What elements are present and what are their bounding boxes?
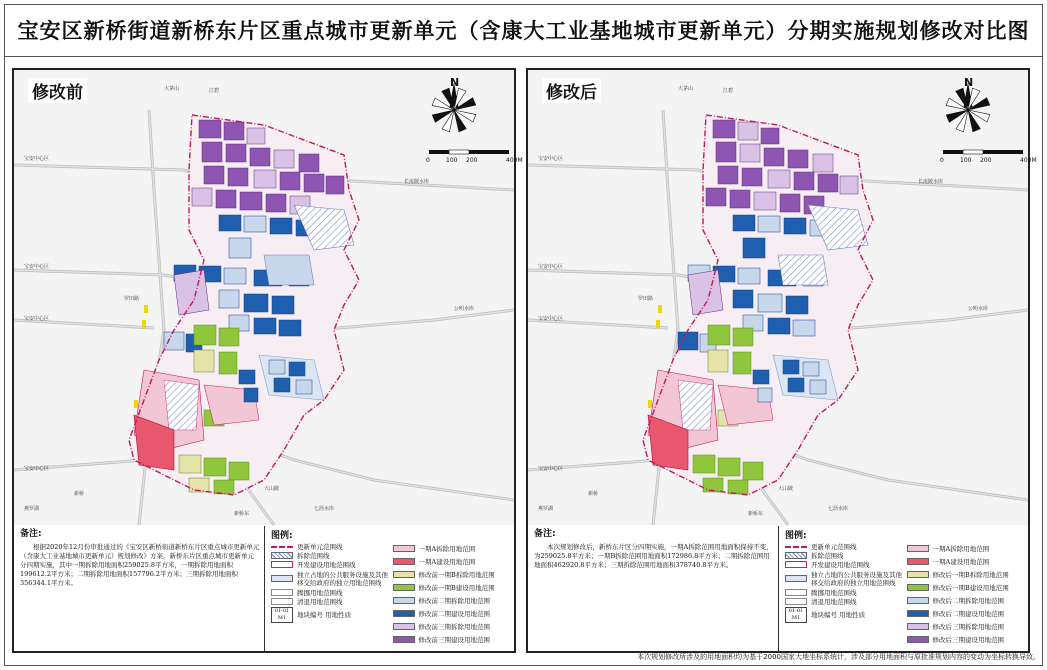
place-name: 宝安中心区 (24, 316, 50, 322)
legend-item (393, 568, 515, 581)
phase1b-parcel (703, 478, 723, 492)
map-after-drawing (528, 70, 1037, 525)
scale-seg (469, 150, 509, 154)
phase1b-parcel (708, 350, 728, 372)
phase1b-parcel (214, 480, 234, 494)
phase3-parcel (280, 172, 300, 190)
phase2-parcel (296, 380, 312, 394)
panel-after (526, 68, 1037, 653)
place-name: 宝安中心区 (24, 156, 50, 162)
phase1b-parcel (733, 328, 753, 346)
place-name: 宝安中心区 (538, 264, 564, 270)
legend-item (393, 581, 515, 594)
place-name: 宝安中心区 (24, 466, 50, 472)
notes-before-title: 备注: (20, 529, 42, 539)
legend-swatch (907, 597, 929, 604)
legend-swatch (271, 575, 293, 582)
legend-item (785, 542, 907, 551)
phase3-parcel (192, 188, 212, 206)
legend-label: 修改前一期B拆除用地范围 (418, 571, 495, 579)
place-name: 新桥东 (748, 511, 764, 517)
phase2-parcel (758, 294, 782, 312)
legend-label: 更新单元范围线 (811, 543, 857, 552)
legend-label: 一期A建设用地范围 (418, 558, 476, 566)
phase2-parcel (164, 332, 184, 350)
phase3-parcel (716, 142, 736, 162)
legend-after-title: 图例: (785, 531, 807, 541)
place-name: 公明水库 (454, 306, 475, 312)
north-label: N (964, 76, 974, 89)
scale-tick-label: 400M (506, 157, 523, 164)
road-marker (142, 320, 146, 328)
legend-item (785, 560, 907, 569)
demolition-hatch (264, 255, 314, 285)
map-before-drawing (14, 70, 523, 525)
legend-item (271, 560, 393, 569)
phase1b-parcel (194, 350, 214, 372)
phase2-parcel (272, 296, 294, 314)
phase2-parcel (678, 332, 698, 350)
phase1b-parcel (189, 478, 209, 492)
phase2-parcel (274, 378, 290, 392)
legend-item (393, 633, 515, 646)
legend-label: 地块编号 用地性质 (297, 611, 352, 620)
legend-after-fills (907, 542, 1029, 646)
legend-code-top: 01-01 (274, 607, 290, 614)
legend-before-lines (271, 542, 393, 646)
phase2-parcel (738, 268, 760, 284)
phase2-parcel (753, 370, 769, 384)
phase1b-parcel (743, 462, 763, 480)
legend-swatch (785, 561, 807, 568)
phase2-parcel (239, 370, 255, 384)
place-name: 新桥 (588, 491, 599, 497)
legend-label: 腾挪用地范围线 (811, 588, 857, 597)
legend-swatch (907, 558, 929, 565)
road-marker (656, 320, 660, 328)
phase1a-hatch (678, 380, 713, 430)
phase1b-parcel (219, 328, 239, 346)
place-name: 罗田路 (124, 296, 140, 302)
phase3-parcel (788, 150, 808, 168)
phase3-parcel (299, 154, 319, 172)
place-name: 大山陂 (264, 486, 280, 492)
legend-label: 修改前一期B建设用地范围 (418, 584, 495, 592)
phase3-parcel (780, 194, 800, 212)
phase3-parcel (228, 168, 248, 186)
phase3-parcel (226, 144, 246, 162)
map-after (528, 70, 1037, 525)
legend-label: 清退用地范围线 (297, 597, 343, 606)
road-marker (144, 305, 148, 313)
phase3-parcel (718, 166, 738, 184)
legend-swatch (907, 623, 929, 630)
legend-swatch (393, 584, 415, 591)
legend-item (393, 607, 515, 620)
scale-tick-label: 200 (980, 157, 992, 164)
demolition-hatch (778, 255, 828, 285)
legend-code-bottom: M1 (277, 614, 287, 621)
phase2-parcel (270, 218, 292, 234)
legend-swatch (393, 623, 415, 630)
phase3-parcel (688, 270, 723, 315)
footnote: 本次规划修改所涉及的用地面积均为基于2000国家大地坐标系统计，涉及部分用地面积与原批准规划内容的变动为坐标转换导致。 (637, 653, 1040, 661)
phase1b-parcel (179, 455, 201, 473)
legend-after (778, 526, 1028, 651)
notes-after-text: 本次规划修改后，新桥东片区分四期实施，一期A拆除范围用地面积保持不变，为259025.8平方米；一期B拆除范围用地面积172986.8平方米；二期拆除范围用地面积462920.8平方米；三期拆除范围用地面积378740.8平方米。 (534, 543, 773, 569)
legend-swatch (393, 610, 415, 617)
phase3-parcel (174, 270, 209, 315)
legend-item (785, 606, 907, 624)
legend-label: 地块编号 用地性质 (811, 611, 866, 620)
phase2-parcel (269, 360, 285, 374)
legend-swatch (907, 545, 929, 552)
phase3-parcel (706, 188, 726, 206)
legend-swatch (271, 589, 293, 596)
legend-item (785, 597, 907, 606)
phase2-parcel (279, 320, 301, 336)
phase1b-parcel (219, 352, 237, 374)
legend-item (271, 551, 393, 560)
notes-before-text: 根据2020年12月份审批通过的《宝安区新桥街道新桥东片区重点城市更新单元（含康大工业基地城市更新单元）规划修改》方案，新桥东片区重点城市更新单元分四期实施，其中一期拆除用地面积259025.8平方米，一期拆除用地面积199612.2平方米；二期拆除用地面积157796.2平方米；三期拆除用地面积356344.1平方米。 (20, 543, 260, 587)
phase3-parcel (713, 120, 735, 138)
scale-seg (983, 150, 1023, 154)
legend-label: 一期A建设用地范围 (932, 558, 990, 566)
legend-label: 修改前三期拆除用地范围 (418, 623, 490, 631)
phase2-parcel (810, 380, 826, 394)
phase3-parcel (247, 128, 265, 144)
place-name: 七沥水库 (828, 506, 849, 512)
notes-after-title: 备注: (534, 529, 556, 539)
legend-label: 修改前二期拆除用地范围 (418, 597, 490, 605)
phase2-parcel (786, 296, 808, 314)
phase3-parcel (240, 192, 262, 210)
phase1b-parcel (733, 352, 751, 374)
place-name: 大山陂 (778, 486, 794, 492)
place-name: 宝安中心区 (24, 264, 50, 270)
scale-seg (449, 150, 469, 154)
place-name: 长流陂水库 (918, 179, 944, 185)
phase1b-parcel (194, 325, 216, 345)
legend-item (393, 555, 515, 568)
phase2-parcel (224, 268, 246, 284)
phase3-parcel (754, 192, 776, 210)
place-name: 燕罗湖 (538, 506, 554, 512)
scale-tick-label: 0 (426, 157, 430, 164)
phase1b-parcel (693, 455, 715, 473)
legend-label: 修改后三期拆除用地范围 (932, 623, 1004, 631)
legend-code-top: 01-01 (788, 607, 804, 614)
legend-label: 一期A拆除用地范围 (932, 545, 990, 553)
phase3-parcel (202, 142, 222, 162)
title-divider (4, 56, 1043, 57)
phase3-parcel (274, 150, 294, 168)
phase3-parcel (840, 176, 858, 194)
legend-label: 拆除范围线 (297, 552, 330, 561)
legend-item (785, 551, 907, 560)
legend-label: 修改后二期拆除用地范围 (932, 597, 1004, 605)
phase3-parcel (326, 176, 344, 194)
place-name: 大茅山 (164, 86, 180, 92)
legend-swatch (393, 597, 415, 604)
phase1b-parcel (728, 480, 748, 494)
phase3-parcel (216, 190, 236, 208)
legend-after-lines (785, 542, 907, 646)
phase3-parcel (204, 166, 224, 184)
phase3-parcel (764, 148, 784, 166)
scale-tick-label: 400M (1020, 157, 1037, 164)
phase2-parcel (793, 320, 815, 336)
legend-item (907, 555, 1029, 568)
scale-tick-label: 100 (960, 157, 972, 164)
legend-label: 清退用地范围线 (811, 597, 857, 606)
legend-swatch (907, 610, 929, 617)
legend-swatch (907, 571, 929, 578)
place-name: 罗田路 (638, 296, 654, 302)
legend-item (271, 570, 393, 588)
legend-label: 拆除范围线 (811, 552, 844, 561)
legend-swatch (785, 607, 807, 623)
phase3-parcel (254, 170, 276, 188)
legend-item (785, 588, 907, 597)
legend-label: 开发建设用地范围线 (811, 561, 870, 570)
phase3-parcel (818, 174, 838, 192)
place-name: 宝安中心区 (538, 466, 564, 472)
legend-label: 一期A拆除用地范围 (418, 545, 476, 553)
legend-label: 更新单元范围线 (297, 543, 343, 552)
phase2-parcel (768, 318, 790, 334)
legend-label: 修改后二期建设用地范围 (932, 610, 1004, 618)
phase3-parcel (761, 128, 779, 144)
phase2-parcel (244, 294, 268, 312)
map-before (14, 70, 523, 525)
legend-label: 腾挪用地范围线 (297, 588, 343, 597)
phase3-parcel (794, 172, 814, 190)
legend-item (907, 594, 1029, 607)
phase2-parcel (229, 238, 251, 258)
phase1b-parcel (708, 325, 730, 345)
legend-label: 修改前二期建设用地范围 (418, 610, 490, 618)
legend-swatch (393, 571, 415, 578)
legend-item (393, 542, 515, 555)
legend-item (271, 588, 393, 597)
legend-item (907, 542, 1029, 555)
panel-before-tag: 修改前 (28, 78, 87, 103)
legend-swatch (785, 546, 807, 548)
legend-item (393, 594, 515, 607)
legend-label: 修改后三期建设用地范围 (932, 636, 1004, 644)
place-name: 新桥 (74, 491, 85, 497)
scale-seg (963, 150, 983, 154)
phase3-parcel (199, 120, 221, 138)
phase2-parcel (733, 290, 753, 308)
place-name: 江碧 (209, 88, 220, 94)
phase2-parcel (289, 362, 305, 376)
legend-label: 开发建设用地范围线 (297, 561, 356, 570)
legend-swatch (785, 598, 807, 605)
legend-swatch (271, 561, 293, 568)
legend-swatch (393, 558, 415, 565)
phase2-parcel (784, 218, 806, 234)
phase2-parcel (733, 215, 755, 231)
legend-item (907, 607, 1029, 620)
phase3-parcel (266, 194, 286, 212)
legend-label: 独立占地的公共服务设施及其他移交给政府的独立用地范围线 (811, 570, 902, 587)
scale-tick-label: 0 (940, 157, 944, 164)
phase2-parcel (803, 362, 819, 376)
legend-label: 修改前三期建设用地范围 (418, 636, 490, 644)
legend-label: 独立占地的公共服务设施及其他移交给政府的独立用地范围线 (297, 570, 388, 587)
legend-item (907, 633, 1029, 646)
legend-swatch (271, 546, 293, 548)
notes-before (20, 530, 260, 650)
phase2-parcel (219, 215, 241, 231)
legend-swatch (785, 575, 807, 582)
phase3-parcel (304, 174, 324, 192)
phase3-parcel (224, 122, 244, 140)
legend-item (393, 620, 515, 633)
road-marker (648, 400, 652, 408)
page-title: 宝安区新桥街道新桥东片区重点城市更新单元（含康大工业基地城市更新单元）分期实施规划修改对比图 (17, 18, 1030, 43)
legend-before-fills (393, 542, 515, 646)
legend-before (264, 526, 514, 651)
place-name: 宝安中心区 (538, 316, 564, 322)
legend-swatch (271, 552, 293, 559)
notes-after (534, 530, 774, 650)
legend-swatch (271, 607, 293, 623)
scale-tick-label: 100 (446, 157, 458, 164)
phase2-parcel (254, 318, 276, 334)
place-name: 江碧 (723, 88, 734, 94)
place-name: 七沥水库 (314, 506, 335, 512)
phase2-parcel (758, 216, 780, 232)
panel-before (12, 68, 523, 653)
phase3-parcel (730, 190, 750, 208)
place-name: 大茅山 (678, 86, 694, 92)
scale-seg (943, 150, 963, 154)
phase1a-hatch (164, 380, 199, 430)
legend-item (785, 570, 907, 588)
place-name: 长流陂水库 (404, 179, 430, 185)
legend-item (907, 581, 1029, 594)
phase3-parcel (768, 170, 790, 188)
phase3-parcel (738, 122, 758, 140)
legend-item (271, 542, 393, 551)
legend-swatch (785, 589, 807, 596)
place-name: 新桥东 (234, 511, 250, 517)
legend-swatch (393, 636, 415, 643)
legend-swatch (785, 552, 807, 559)
place-name: 宝安中心区 (538, 156, 564, 162)
legend-code-bottom: M1 (791, 614, 801, 621)
phase1b-parcel (718, 458, 740, 476)
legend-swatch (393, 545, 415, 552)
phase2-parcel (743, 238, 765, 258)
phase3-parcel (740, 144, 760, 162)
legend-swatch (271, 598, 293, 605)
north-label: N (450, 76, 460, 89)
legend-item (271, 606, 393, 624)
place-name: 燕罗湖 (24, 506, 40, 512)
phase3-parcel (250, 148, 270, 166)
scale-seg (429, 150, 449, 154)
place-name: 公明水库 (968, 306, 989, 312)
phase2-parcel (783, 360, 799, 374)
phase2-parcel (244, 216, 266, 232)
phase2-parcel (788, 378, 804, 392)
phase2-parcel (244, 388, 258, 402)
phase1b-parcel (229, 462, 249, 480)
phase2-parcel (219, 290, 239, 308)
legend-item (907, 568, 1029, 581)
legend-swatch (907, 584, 929, 591)
phase1b-parcel (204, 458, 226, 476)
phase3-parcel (813, 154, 833, 172)
legend-item (271, 597, 393, 606)
panel-after-tag: 修改后 (542, 78, 601, 103)
legend-label: 修改后一期B拆除用地范围 (932, 571, 1009, 579)
phase3-parcel (742, 168, 762, 186)
scale-tick-label: 200 (466, 157, 478, 164)
road-marker (134, 400, 138, 408)
legend-item (907, 620, 1029, 633)
road-marker (658, 305, 662, 313)
legend-before-title: 图例: (271, 531, 293, 541)
phase2-parcel (758, 388, 772, 402)
legend-label: 修改后一期B建设用地范围 (932, 584, 1009, 592)
legend-swatch (907, 636, 929, 643)
